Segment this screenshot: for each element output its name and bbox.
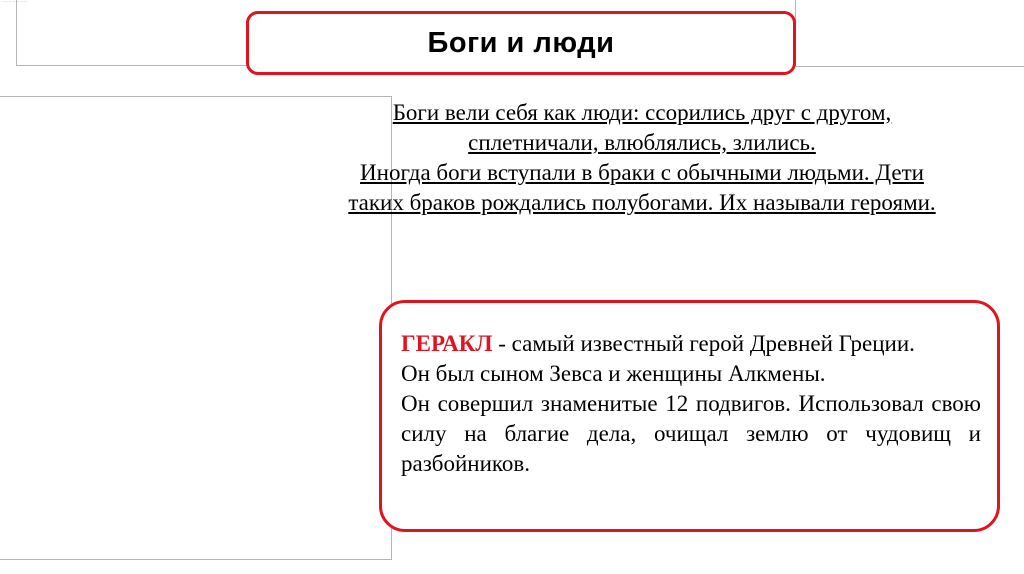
hero-definition [401, 329, 981, 359]
title-box [246, 11, 796, 75]
hero-parentage: Он был сыном Зевса и женщины Алкмены. [401, 361, 826, 386]
hero-box [379, 300, 1000, 532]
placeholder-frame-line [796, 66, 1024, 67]
slide-title: Боги и люди [427, 26, 615, 59]
corner-caption: ··················· [2, 0, 28, 4]
intro-text [268, 98, 1016, 218]
hero-text [401, 329, 981, 479]
intro-line: таких браков рождались полубогами. Их называли героями. [348, 190, 936, 215]
intro-line: Иногда боги вступали в браки с обычными людьми. Дети [360, 160, 924, 185]
intro-line: сплетничали, влюблялись, злились. [468, 130, 816, 155]
intro-line: Боги вели себя как люди: ссорились друг с другом, [392, 100, 892, 125]
hero-definition-text: - самый известный герой Древней Греции. [492, 331, 915, 356]
hero-deeds: Он совершил знаменитые 12 подвигов. Использовал свою силу на благие дела, очищал землю от чудовищ и разбойников. [401, 391, 981, 476]
hero-name: ГЕРАКЛ [401, 331, 493, 356]
